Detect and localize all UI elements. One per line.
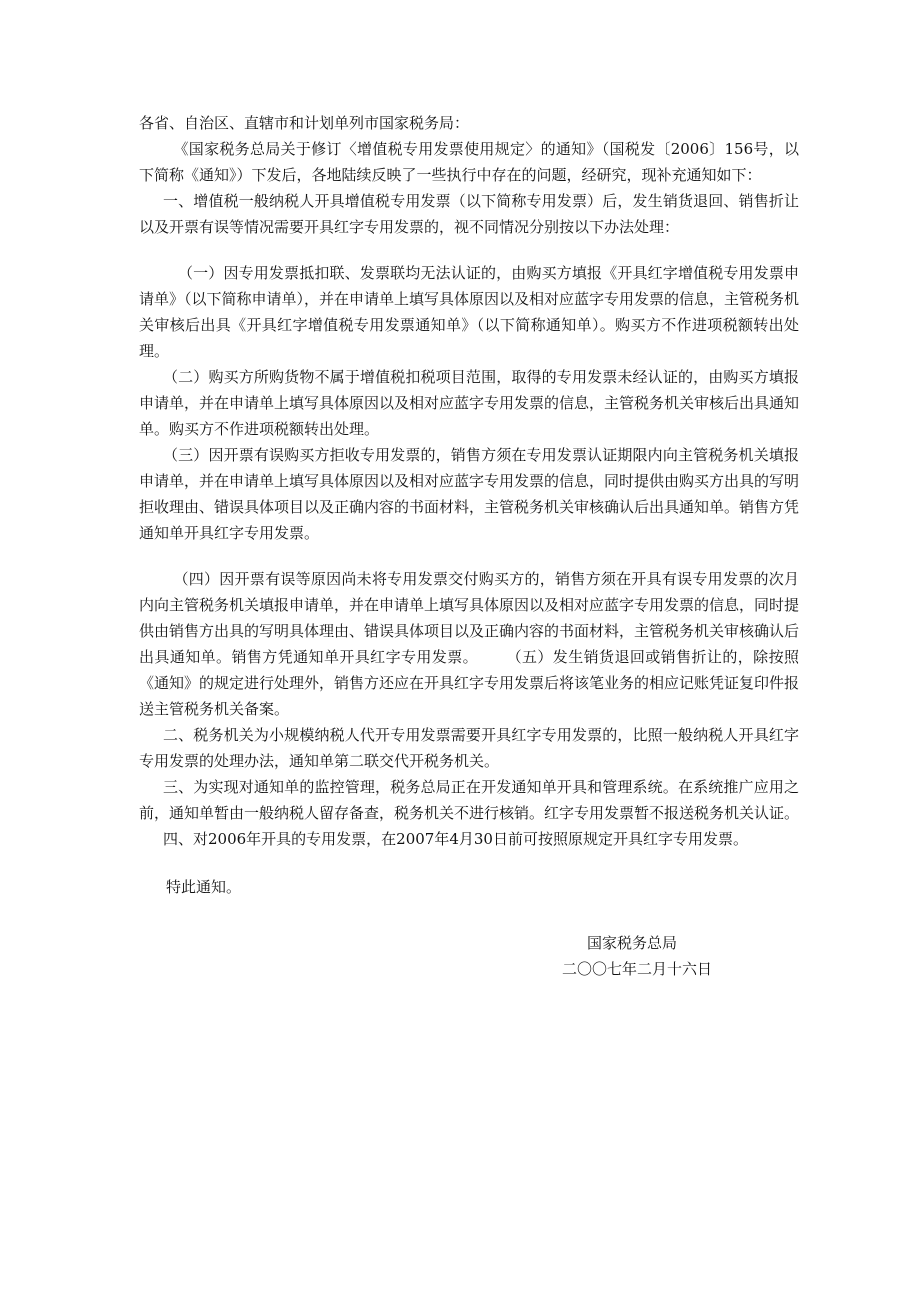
document-body	[139, 110, 799, 900]
item-two-paragraph: （二）购买方所购货物不属于增值税扣税项目范围，取得的专用发票未经认证的，由购买方填报申请单，并在申请单上填写具体原因以及相对应蓝字专用发票的信息，主管税务机关审核后出具通知单。购买方不作进项税额转出处理。	[139, 368, 800, 438]
item-one-paragraph: （一）因专用发票抵扣联、发票联均无法认证的，由购买方填报《开具红字增值税专用发票申请单》（以下简称申请单），并在申请单上填写具体原因以及相对应蓝字专用发票的信息，主管税务机关审核后出具《开具红字增值税专用发票通知单》（以下简称通知单）。购买方不作进项税额转出处理。	[139, 264, 800, 360]
section-one-paragraph: 一、增值税一般纳税人开具增值税专用发票（以下简称专用发票）后，发生销货退回、销售折让以及开票有误等情况需要开具红字专用发票的，视不同情况分别按以下办法处理：	[139, 192, 799, 236]
item-five-text: （五）发生销货退回或销售折让的，除按照《通知》的规定进行处理外，销售方还应在开具红字专用发票后将该笔业务的相应记账凭证复印件报送主管税务机关备案。	[139, 648, 800, 718]
item-four-five-paragraph	[139, 566, 799, 722]
intro-paragraph: 《国家税务总局关于修订〈增值税专用发票使用规定〉的通知》（国税发〔2006〕156号，以下简称《通知》）下发后，各地陆续反映了一些执行中存在的问题，经研究，现补充通知如下：	[139, 140, 799, 184]
section-three-paragraph: 三、为实现对通知单的监控管理，税务总局正在开发通知单开具和管理系统。在系统推广应用之前，通知单暂由一般纳税人留存备查，税务机关不进行核销。红字专用发票暂不报送税务机关认证。	[139, 778, 800, 822]
salutation: 各省、自治区、直辖市和计划单列市国家税务局：	[139, 114, 470, 132]
signature-date: 二〇〇七年二月十六日	[562, 960, 713, 978]
signature-organization: 国家税务总局	[587, 934, 678, 952]
section-two-paragraph: 二、税务机关为小规模纳税人代开专用发票需要开具红字专用发票的，比照一般纳税人开具红字专用发票的处理办法，通知单第二联交代开税务机关。	[139, 726, 799, 770]
closing-line: 特此通知。	[166, 878, 242, 896]
item-four-text: （四）因开票有误等原因尚未将专用发票交付购买方的，销售方须在开具有误专用发票的次月内向主管税务机关填报申请单，并在申请单上填写具体原因以及相对应蓝字专用发票的信息，同时提供由销售方出具的写明具体理由、错误具体项目以及正确内容的书面材料，主管税务机关审核确认后出具通知单。销售方凭通知单开具红字专用发票。	[139, 570, 800, 666]
item-three-paragraph: （三）因开票有误购买方拒收专用发票的，销售方须在专用发票认证期限内向主管税务机关填报申请单，并在申请单上填写具体原因以及相对应蓝字专用发票的信息，同时提供由购买方出具的写明拒收理由、错误具体项目以及正确内容的书面材料，主管税务机关审核确认后出具通知单。销售方凭通知单开具红字专用发票。	[139, 446, 800, 542]
section-four-paragraph: 四、对2006年开具的专用发票，在2007年4月30日前可按照原规定开具红字专用发票。	[163, 830, 748, 848]
